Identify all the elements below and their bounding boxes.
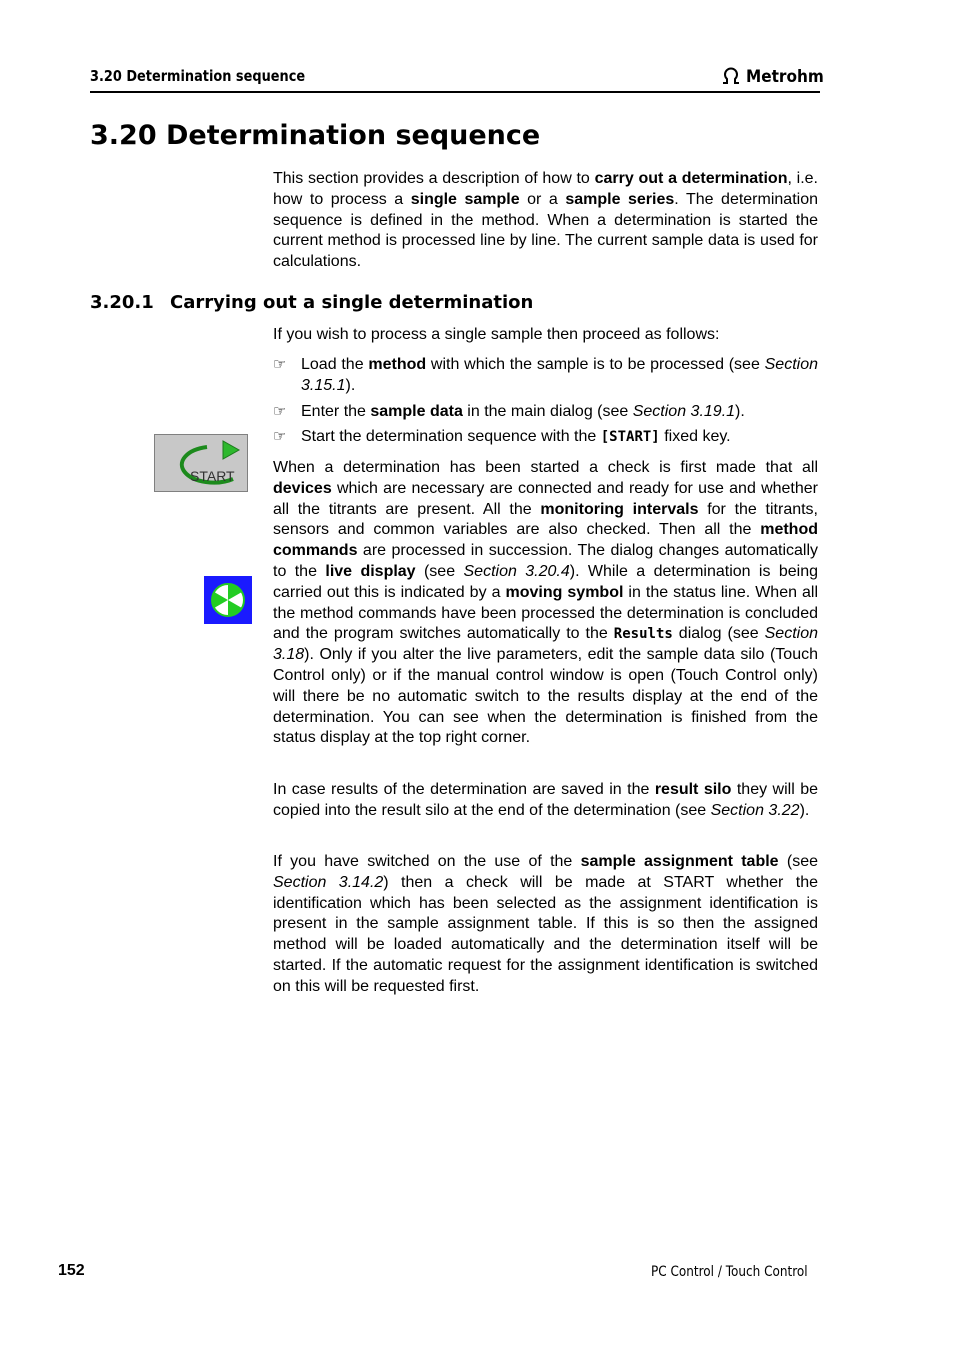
pointing-hand-icon: ☞: [273, 403, 287, 420]
page-title: 3.20 Determination sequence: [90, 120, 541, 151]
body-paragraph-1: When a determination has been started a check is first made that all devices which are necessary are connected and ready for use and whether all the titrants are present. All the monitoring intervals for the titrants, sensors and common variables are also checked. Then all the method commands are processed in succession. The dialog changes automatically to the live display (see Section 3.20.4). While a determination is being carried out this is indicated by a moving symbol in the status line. When all the method commands have been processed the determination is concluded and the program switches automatically to the Results dialog (see Section 3.18). Only if you alter the live parameters, edit the sample data silo (Touch Control only) or if the manual control window is open (Touch Control only) will there be no automatic switch to the results display at the end of the determination. You can see when the determination is finished from the status display at the top right corner.: [273, 459, 819, 747]
subsection-number: 3.20.1: [90, 292, 154, 313]
page-number: 152: [58, 1262, 85, 1279]
subsection-title: Carrying out a single determination: [170, 292, 534, 313]
moving-symbol-icon: [204, 576, 252, 624]
list-item: ☞ Load the method with which the sample is to be processed (see Section 3.15.1).: [273, 355, 818, 397]
start-key-label: START: [190, 468, 235, 484]
body-paragraph-3: If you have switched on the use of the sample assignment table (see Section 3.14.2) then a check will be made at START whether the identification which has been selected as the assignment identification is present in the sample assignment table. If this is so then the assigned method will be loaded automatically and the determination itself will be started. If the automatic request for the assignment identification is switched on this will be requested first.: [273, 853, 819, 995]
list-item: ☞ Start the determination sequence with the [START] fixed key.: [273, 427, 818, 448]
header-rule: [90, 91, 820, 93]
subsection-heading: [90, 292, 533, 313]
brand-name: Metrohm: [746, 67, 824, 87]
start-key-icon: [154, 434, 248, 492]
brand: [720, 64, 832, 90]
body-paragraph-2: In case results of the determination are saved in the result silo they will be copied into the result silo at the end of the determination (see Section 3.22).: [273, 781, 819, 819]
lead-paragraph: If you wish to process a single sample then proceed as follows:: [273, 326, 720, 343]
pointing-hand-icon: ☞: [273, 428, 287, 445]
running-header-title: 3.20 Determination sequence: [90, 67, 306, 85]
footer-product: PC Control / Touch Control: [651, 1264, 808, 1280]
metrohm-logo-icon: [720, 65, 742, 90]
pointing-hand-icon: ☞: [273, 356, 287, 373]
intro-paragraph: This section provides a description of how to carry out a determination, i.e. how to process a single sample or a sample series. The determination sequence is defined in the method. When a determination is started the current method is processed line by line. The current sample data is used for calculations.: [273, 170, 819, 271]
list-item: ☞ Enter the sample data in the main dialog (see Section 3.19.1).: [273, 402, 818, 423]
